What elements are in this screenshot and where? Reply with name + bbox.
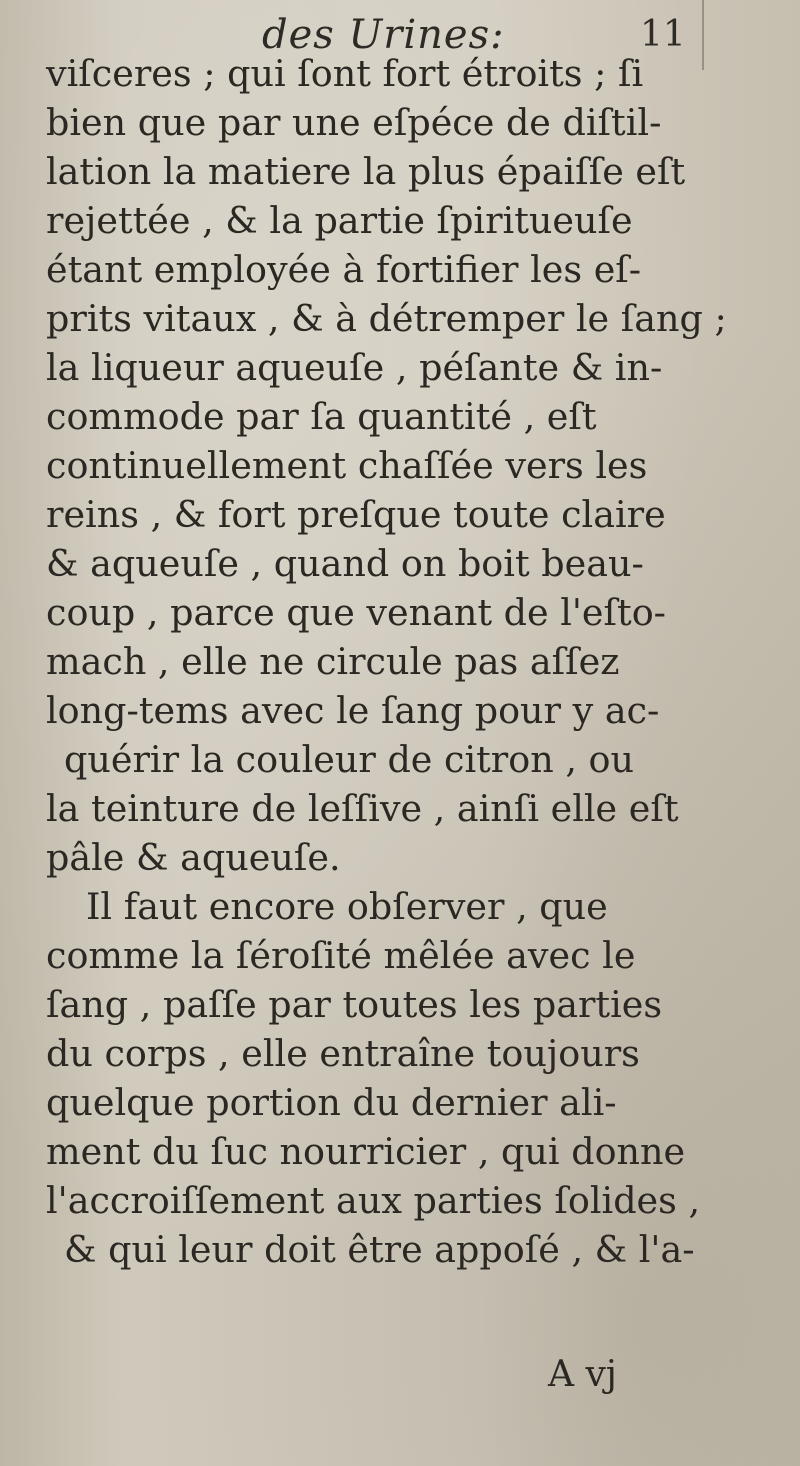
text-line: rejettée , & la partie ſpiritueuſe xyxy=(46,199,633,242)
text-line: ment du ſuc nourricier , qui donne xyxy=(46,1130,686,1173)
text-line: étant employée à fortifier les eſ- xyxy=(46,248,642,291)
text-line: ſang , paſſe par toutes les parties xyxy=(46,983,663,1026)
text-line: commode par ſa quantité , eſt xyxy=(46,395,597,438)
text-line: reins , & fort preſque toute claire xyxy=(46,493,666,536)
paragraph-start-line: Il faut encore obſerver , que xyxy=(86,885,608,928)
text-line: & aqueuſe , quand on boit beau- xyxy=(46,542,644,585)
text-line: viſceres ; qui ſont fort étroits ; ſi xyxy=(46,52,644,95)
text-line: pâle & aqueuſe. xyxy=(46,836,341,879)
text-line: comme la ſéroſité mêlée avec le xyxy=(46,934,636,977)
text-line: mach , elle ne circule pas aſſez xyxy=(46,640,620,683)
text-line: prits vitaux , & à détremper le ſang ; xyxy=(46,297,727,340)
running-head: des Urines: xyxy=(262,12,505,58)
text-line: lation la matiere la plus épaiſſe eſt xyxy=(46,150,686,193)
text-line: la teinture de leſſive , ainſi elle eſt xyxy=(46,787,679,830)
text-line: coup , parce que venant de l'eſto- xyxy=(46,591,667,634)
catchword-signature: A vj xyxy=(548,1354,617,1395)
text-line: quérir la couleur de citron , ou xyxy=(64,738,635,781)
text-line: l'accroiſſement aux parties ſolides , xyxy=(46,1179,701,1222)
page-number: 11 xyxy=(640,14,686,55)
text-line: long-tems avec le ſang pour y ac- xyxy=(46,689,660,732)
text-line: & qui leur doit être appoſé , & l'a- xyxy=(64,1228,695,1271)
text-line: quelque portion du dernier ali- xyxy=(46,1081,617,1124)
text-line: du corps , elle entraîne toujours xyxy=(46,1032,640,1075)
text-line: continuellement chaſſée vers les xyxy=(46,444,648,487)
text-line: bien que par une eſpéce de diſtil- xyxy=(46,101,662,144)
text-line: la liqueur aqueuſe , péſante & in- xyxy=(46,346,663,389)
